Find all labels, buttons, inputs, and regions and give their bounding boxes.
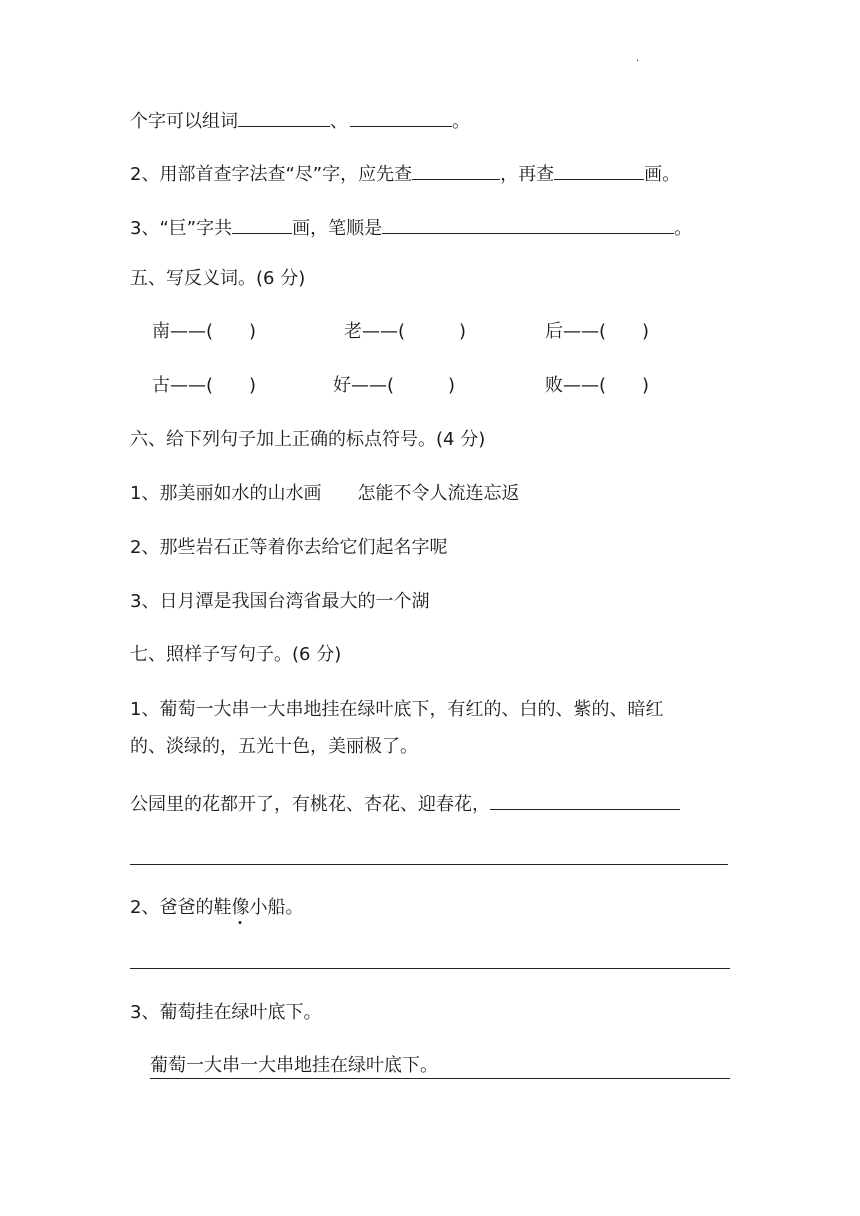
- example-2-post: 小船。: [249, 897, 304, 918]
- q4-line1: [130, 106, 470, 134]
- punctuation-sentence: 3、日月潭是我国台湾省最大的一个湖: [130, 591, 430, 612]
- q4-line2-pre: 2、用部首查字法查“尽”字，应先查: [130, 164, 413, 185]
- answer-blank[interactable]: [232, 213, 292, 234]
- q4-line1-text: 个字可以组词: [130, 111, 238, 132]
- example-1-prompt: [130, 789, 680, 817]
- example-2-emphasis: 像: [231, 897, 250, 918]
- antonym-item[interactable]: 古——( ): [152, 375, 257, 396]
- answer-blank[interactable]: [382, 213, 674, 234]
- section-6-title: 六、给下列句子加上正确的标点符号。(4 分): [130, 429, 486, 450]
- antonym-item[interactable]: 老——( ): [344, 321, 467, 342]
- answer-line[interactable]: [130, 968, 730, 969]
- answer-blank[interactable]: [412, 159, 500, 180]
- antonym-item[interactable]: 后——( ): [545, 321, 650, 342]
- answer-blank[interactable]: [350, 106, 452, 127]
- q4-line3-mid: 画，笔顺是: [292, 218, 383, 239]
- answer-blank[interactable]: [554, 159, 644, 180]
- punctuation-sentence: 1、那美丽如水的山水画 怎能不令人流连忘返: [130, 483, 520, 504]
- q4-line2: [130, 159, 680, 187]
- answer-line[interactable]: [130, 864, 728, 865]
- section-7-title: 七、照样子写句子。(6 分): [130, 644, 342, 665]
- example-1-line2: 的、淡绿的，五光十色，美丽极了。: [130, 736, 418, 757]
- example-3: 3、葡萄挂在绿叶底下。: [130, 1002, 322, 1023]
- q4-line3: [130, 213, 692, 241]
- punctuation-sentence: 2、那些岩石正等着你去给它们起名字呢: [130, 537, 448, 558]
- example-1-line1: 1、葡萄一大串一大串地挂在绿叶底下，有红的、白的、紫的、暗红: [130, 699, 664, 720]
- example-2-pre: 2、爸爸的鞋: [130, 897, 232, 918]
- page-dot: ·: [636, 56, 640, 67]
- antonym-item[interactable]: 败——( ): [545, 375, 650, 396]
- q4-line2-mid: ，再查: [500, 164, 555, 185]
- section-5-title: 五、写反义词。(6 分): [130, 268, 306, 289]
- q4-line2-end: 画。: [644, 164, 681, 185]
- antonym-item[interactable]: 好——( ): [333, 375, 456, 396]
- q4-line1-end: 。: [452, 111, 470, 132]
- q4-line3-end: 。: [674, 218, 693, 239]
- example-2: [130, 896, 303, 920]
- example-1-prompt-text: 公园里的花都开了，有桃花、杏花、迎春花，: [130, 794, 490, 815]
- q4-line3-pre: 3、“巨”字共: [130, 218, 233, 239]
- example-3-answer-text: 葡萄一大串一大串地挂在绿叶底下。: [150, 1054, 730, 1079]
- q4-line1-sep: 、: [330, 111, 348, 132]
- answer-blank[interactable]: [490, 789, 680, 810]
- example-3-answer: [150, 1054, 730, 1079]
- answer-blank[interactable]: [238, 106, 330, 127]
- antonym-item[interactable]: 南——( ): [152, 321, 257, 342]
